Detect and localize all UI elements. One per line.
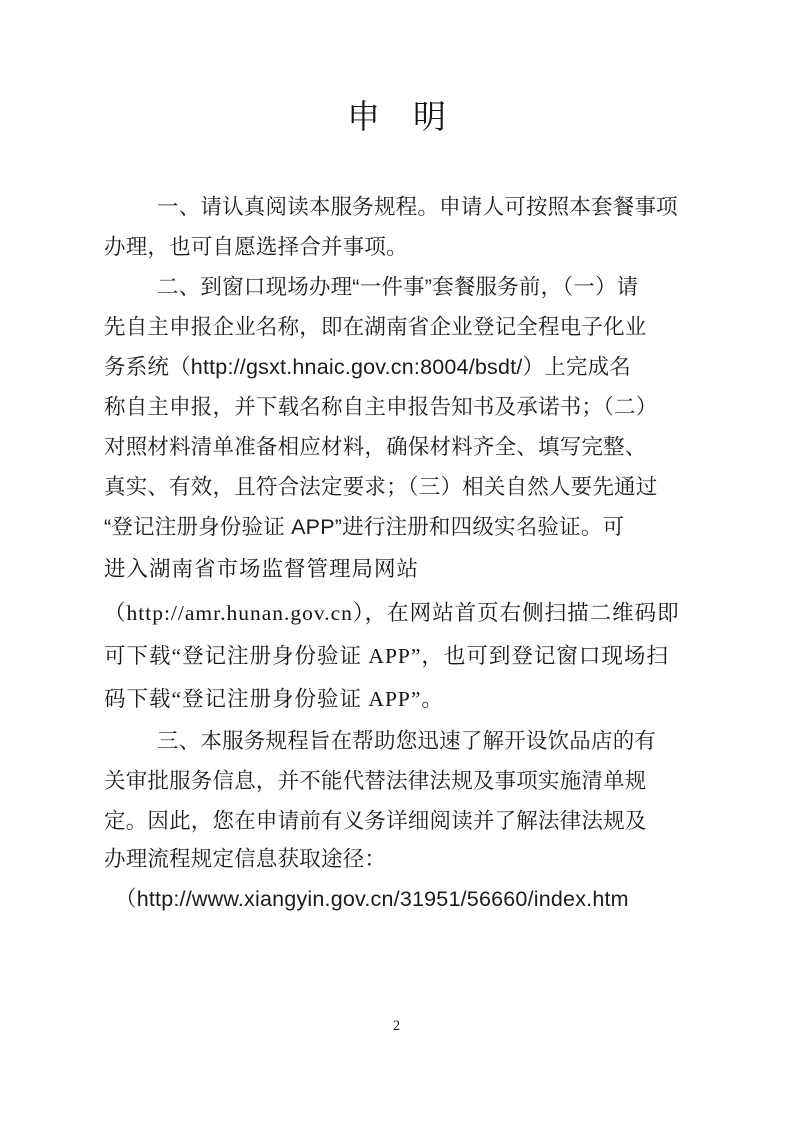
text-line: 码下载“登记注册身份验证 APP”。 bbox=[104, 687, 444, 711]
text-line: 三、本服务规程旨在帮助您迅速了解开设饮品店的有 bbox=[157, 729, 657, 753]
text-segment-serif: 可 bbox=[602, 515, 626, 539]
text-line: 称自主申报，并下载名称自主申报告知书及承诺书；（二） bbox=[104, 395, 658, 419]
text-line: 可下载“登记注册身份验证 APP”，也可到登记窗口现场扫 bbox=[104, 644, 669, 668]
text-line: 定。因此，您在申请前有义务详细阅读并了解法律法规及 bbox=[104, 809, 647, 833]
text-line: 办理，也可自愿选择合并事项。 bbox=[104, 235, 408, 259]
text-line: （http://amr.hunan.gov.cn），在网站首页右侧扫描二维码即 bbox=[104, 601, 680, 625]
text-line: 二、到窗口现场办理“一件事”套餐服务前，（一）请 bbox=[157, 275, 639, 299]
text-line: 真实、有效，且符合法定要求；（三）相关自然人要先通过 bbox=[104, 475, 658, 499]
text-line: 关审批服务信息，并不能代替法律法规及事项实施清单规 bbox=[104, 769, 647, 793]
text-line: 一、请认真阅读本服务规程。申请人可按照本套餐事项 bbox=[157, 195, 678, 219]
text-line: 务系统（http://gsxt.hnaic.gov.cn:8004/bsdt/）上完成名 bbox=[104, 355, 631, 379]
text-line bbox=[104, 507, 625, 547]
text-line: 进入湖南省市场监督管理局网站 bbox=[104, 557, 420, 581]
text-line: 对照材料清单准备相应材料，确保材料齐全、填写完整、 bbox=[104, 435, 647, 459]
page-title: 申 明 bbox=[347, 100, 446, 136]
text-line: （http://www.xiangyin.gov.cn/31951/56660/index.htm bbox=[115, 887, 629, 911]
text-line: 办理流程规定信息获取途径： bbox=[104, 847, 387, 871]
text-segment-sans: “登记注册身份验证 APP”进行注册和四级实名验证。 bbox=[104, 515, 603, 539]
page-number: 2 bbox=[392, 1018, 401, 1034]
text-line: 先自主申报企业名称，即在湖南省企业登记全程电子化业 bbox=[104, 315, 647, 339]
